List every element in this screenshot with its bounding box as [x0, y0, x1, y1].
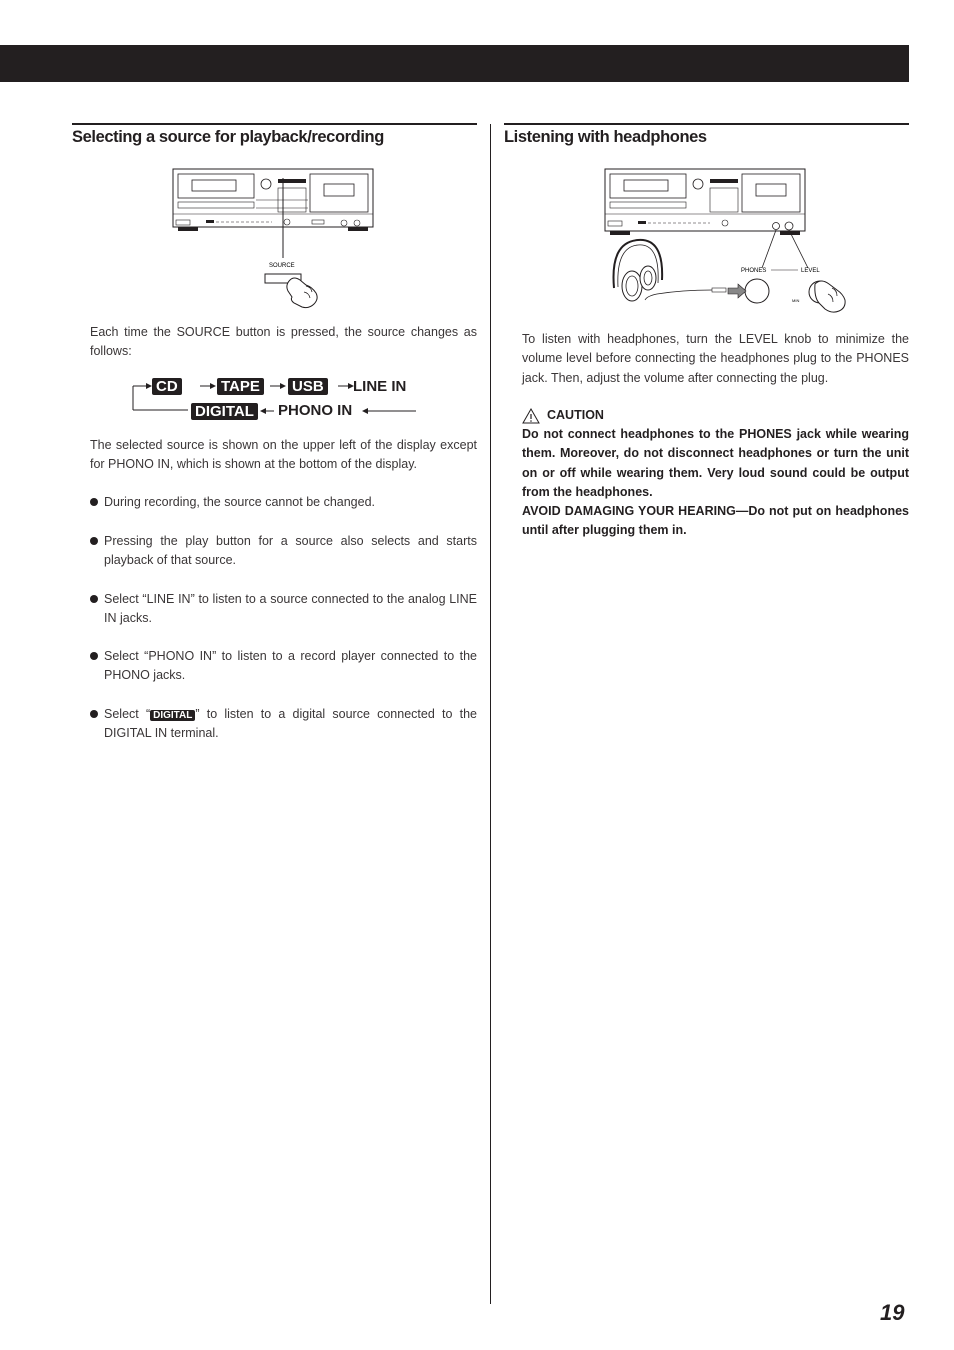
column-divider: [490, 124, 491, 1304]
digital-inline-tag: DIGITAL: [150, 710, 195, 721]
bullet-item: Pressing the play button for a source also selects and starts playback of that source.: [90, 532, 477, 571]
header-bar: [0, 45, 909, 82]
source-label: SOURCE: [269, 263, 295, 269]
bullet-item: Select “LINE IN” to listen to a source connected to the analog LINE IN jacks.: [90, 590, 477, 629]
digital-tag: DIGITAL: [191, 403, 258, 420]
caution-heading: CAUTION: [547, 408, 604, 422]
cd-tag: CD: [152, 378, 182, 395]
bullet-dot: [90, 595, 98, 603]
deck-illustration-source: [172, 166, 376, 312]
left-section-title: Selecting a source for playback/recording: [72, 128, 384, 146]
bullet-item: Select “ DIGITAL ” to listen to a digital source connected to the DIGITAL IN terminal.: [90, 705, 477, 744]
bullet-dot: [90, 537, 98, 545]
line-in-label: LINE IN: [353, 378, 407, 395]
caution-text: Do not connect headphones to the PHONES jack while wearing them. Moreover, do not disconnect headphones or turn the unit on or off while wearing them. Very loud sound could be output from the headphones.: [522, 427, 909, 499]
source-intro-text: Each time the SOURCE button is pressed, the source changes as follows:: [90, 325, 477, 359]
left-title-rule: [72, 123, 477, 125]
phones-label: PHONES: [741, 268, 767, 274]
phono-in-label: PHONO IN: [278, 402, 353, 419]
bullet-item: During recording, the source cannot be changed.: [90, 493, 477, 512]
display-note-text: The selected source is shown on the upper left of the display except for PHONO IN, which is shown at the bottom of the display.: [90, 438, 477, 472]
right-title-rule: [504, 123, 909, 125]
level-label: LEVEL: [801, 268, 820, 274]
warning-icon: [522, 408, 540, 424]
deck-illustration-headphones: [600, 166, 850, 318]
tape-tag: TAPE: [217, 378, 264, 395]
bullet-dot: [90, 652, 98, 660]
usb-tag: USB: [288, 378, 328, 395]
min-label: MIN: [792, 298, 800, 303]
page-number: 19: [880, 1300, 905, 1325]
right-section-title: Listening with headphones: [504, 128, 707, 146]
caution-text-hearing: AVOID DAMAGING YOUR HEARING—Do not put on headphones until after plugging them in.: [522, 504, 909, 538]
bullet-dot: [90, 710, 98, 718]
bullet-item: Select “PHONO IN” to listen to a record player connected to the PHONO jacks.: [90, 647, 477, 686]
headphones-body-text: To listen with headphones, turn the LEVEL knob to minimize the volume level before connecting the headphones plug to the PHONES jack. Then, adjust the volume after connecting the plug.: [522, 332, 909, 385]
bullet-dot: [90, 498, 98, 506]
